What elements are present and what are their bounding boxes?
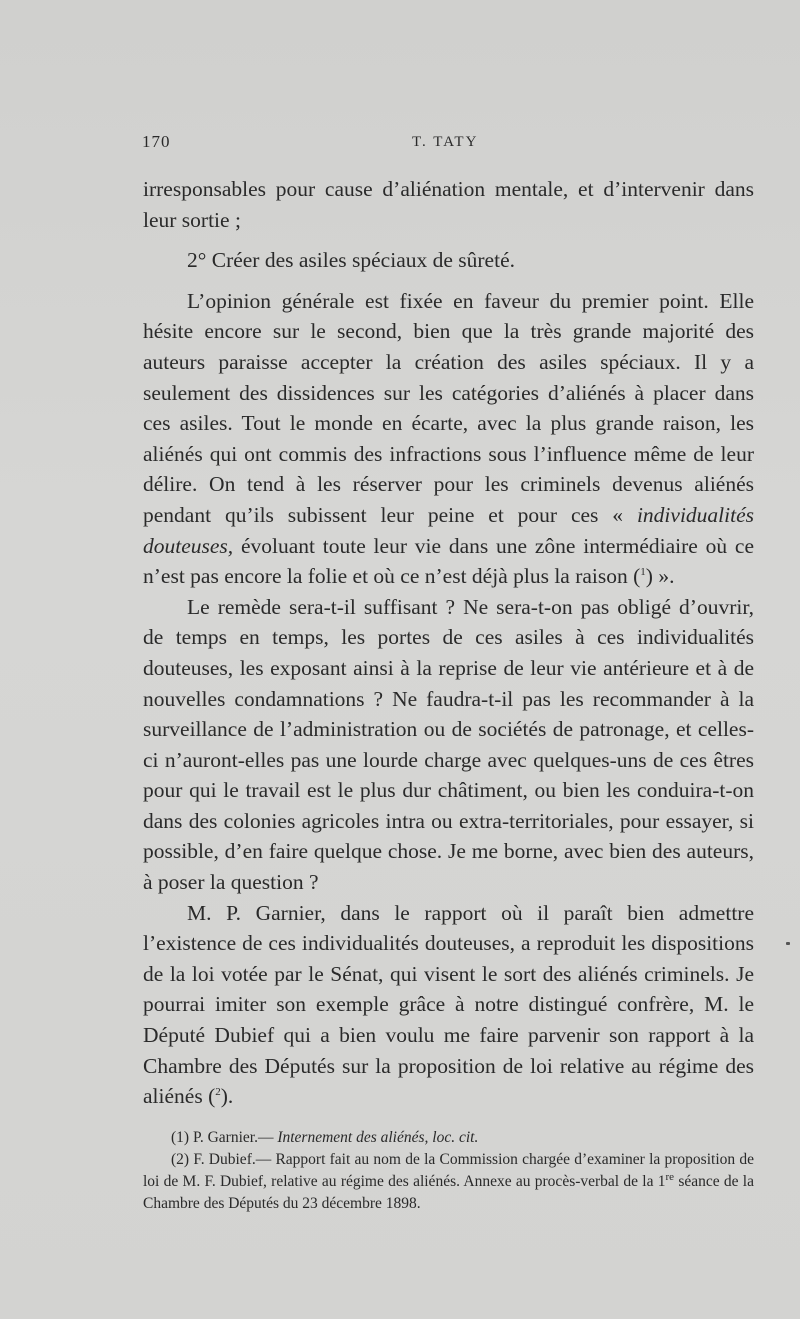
text-span: irresponsables pour cause d’aliénation mentale, et d’intervenir dans leur sortie ; <box>143 177 754 232</box>
page-number: 170 <box>142 132 171 151</box>
paragraph-opinion <box>143 286 754 592</box>
italic-span: individualités douteuses, <box>143 502 754 558</box>
footnote-sup: re <box>665 1170 675 1183</box>
footnote-text: Rapport fait au nom de la Commission chargée d’examiner la proposition de loi de M. F. Dubief, relative au régime des aliénés. Annexe au procès-verbal de la 1 <box>143 1151 754 1190</box>
page-header <box>142 132 754 158</box>
text-span: 2° Créer des asiles spéciaux de sûreté. <box>187 248 515 273</box>
paragraph-remede <box>143 592 754 898</box>
paragraph-garnier <box>143 898 754 1112</box>
text-span: L’opinion générale est fixée en faveur du premier point. Elle hésite encore sur le second, bien que la très grande majorité des auteurs paraisse accepter la création des asiles spéciaux. Il y a seulement des dissidences sur les catégories d’aliénés à placer dans ces asiles. Tout le monde en écarte, avec la plus grande raison, les aliénés qui ont commis des infractions sous l’influence même de leur délire. On tend à les réserver pour les criminels devenus aliénés pendant qu’ils subissent leur peine et pour ces « <box>143 288 754 527</box>
footnotes <box>143 1127 754 1215</box>
footnote-1 <box>143 1127 754 1149</box>
footnote-italic: Internement des aliénés, loc. cit. <box>277 1129 479 1146</box>
text-span: Le remède sera-t-il suffisant ? Ne sera-t-on pas obligé d’ouvrir, de temps en temps, les portes de ces asiles à ces individualités douteuses, les exposant ainsi à la reprise de leur vie antérieure et à de nouvelles condamnations ? Ne faudra-t-il pas les recommander à la surveillance de l’administration ou de sociétés de patronage, et celles-ci n’auront-elles pas une lourde charge avec quelques-uns de ces êtres pour qui le travail est le plus dur châtiment, ou bien les conduira-t-on dans des colonies agricoles intra ou extra-territoriales, pour essayer, si possible, d’en faire quelque chose. Je me borne, avec bien des auteurs, à poser la question ? <box>143 594 754 895</box>
text-span: M. P. Garnier, dans le rapport où il paraît bien admettre l’existence de ces individualités douteuses, a reproduit les dispositions de la loi votée par le Sénat, qui visent le sort des aliénés criminels. Je pourrai imiter son exemple grâce à notre distingué confrère, M. le Député Dubief qui a bien voulu me faire parvenir son rapport à la Chambre des Députés sur la proposition de loi relative au régime des aliénés ( <box>143 900 754 1109</box>
text-span: évoluant toute leur vie dans une zône intermédiaire où ce n’est pas encore la folie et où ce n’est déjà plus la raison ( <box>143 533 754 589</box>
body-text <box>143 174 754 1112</box>
footnote-marker: (1) P. Garnier.— <box>171 1129 278 1146</box>
running-head: T. TATY <box>412 134 479 150</box>
footnote-marker: (2) F. Dubief.— <box>171 1151 276 1168</box>
text-span: ). <box>220 1084 234 1109</box>
print-speck <box>786 942 790 945</box>
paragraph-item-2 <box>143 245 754 276</box>
text-span: ) ». <box>645 564 675 589</box>
footnote-text: séance de la Chambre des Députés du 23 décembre 1898. <box>143 1173 754 1212</box>
footnote-2 <box>143 1149 754 1215</box>
footnote-ref-2: 2 <box>215 1086 221 1099</box>
paragraph-continuation <box>143 174 754 235</box>
footnote-ref-1: 1 <box>640 565 646 578</box>
